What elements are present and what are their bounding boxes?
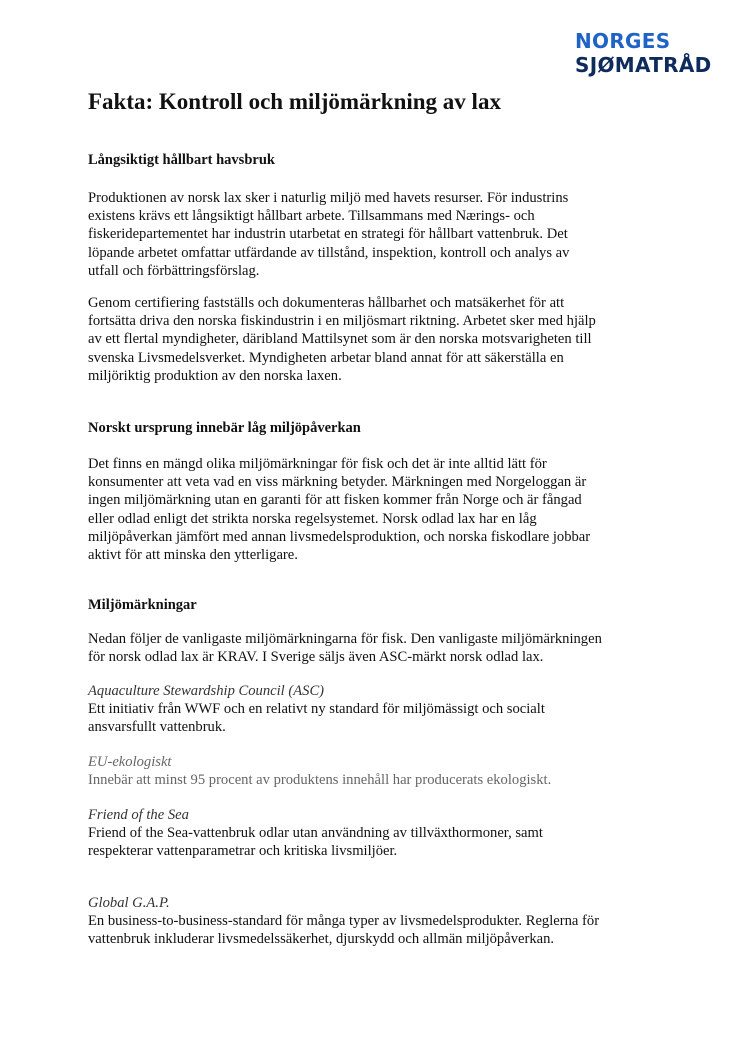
paragraph-sustainable-2: Genom certifiering fastställs och dokumenteras hållbarhet och matsäkerhet för att fortsätta driva den norska fiskindustrin i en miljösmart riktning. Arbetet sker med hjälp av ett flertal myndigheter, däribland Mattilsynet som är den norska motsvarigheten till svenska Livsmedelsverket. Myndigheten arbetar bland annat för att säkerställa en miljöriktig produktion av den norska laxen.: [88, 295, 596, 384]
label-text-eu-organic: Innebär att minst 95 procent av produktens innehåll har producerats ekologiskt.: [88, 772, 552, 788]
label-name-eu-organic: EU-ekologiskt: [88, 754, 172, 770]
label-name-global-gap: Global G.A.P.: [88, 895, 170, 911]
logo-line-2: SJØMATRÅD: [575, 53, 712, 77]
section-heading-ecolabels: Miljömärkningar: [88, 597, 197, 613]
label-name-asc: Aquaculture Stewardship Council (ASC): [88, 683, 325, 699]
paragraph-sustainable-1: Produktionen av norsk lax sker i naturlig miljö med havets resurser. För industrins existens krävs ett långsiktigt hållbart arbete. Tillsammans med Nærings- och fiskeridepartementet har industrin utarbetat en strategi för hållbart vattenbruk. Det löpande arbetet omfattar utfärdande av tillstånd, inspektion, kontroll och analys av utfall och förbättringsförslag.: [88, 190, 570, 279]
logo-line-1: NORGES: [575, 29, 671, 53]
paragraph-ecolabels-intro: Nedan följer de vanligaste miljömärkningarna för fisk. Den vanligaste miljömärkningen för norsk odlad lax är KRAV. I Sverige säljs även ASC-märkt norsk odlad lax.: [88, 631, 602, 666]
label-name-friend-of-the-sea: Friend of the Sea: [88, 807, 189, 823]
norges-sjomatrad-logo: [575, 29, 712, 77]
section-heading-sustainable: Långsiktigt hållbart havsbruk: [88, 152, 275, 168]
page-title: Fakta: Kontroll och miljömärkning av lax: [88, 89, 501, 114]
label-text-friend-of-the-sea: Friend of the Sea-vattenbruk odlar utan användning av tillväxthormoner, samt respekterar vattenparametrar och kritiska livsmiljöer.: [88, 825, 543, 860]
label-text-asc: Ett initiativ från WWF och en relativt ny standard för miljömässigt och socialt ansvarsfullt vattenbruk.: [88, 701, 545, 736]
section-heading-origin: Norskt ursprung innebär låg miljöpåverkan: [88, 420, 361, 436]
label-text-global-gap: En business-to-business-standard för många typer av livsmedelsprodukter. Reglerna för vattenbruk inkluderar livsmedelssäkerhet, djurskydd och allmän miljöpåverkan.: [88, 913, 600, 948]
paragraph-origin: Det finns en mängd olika miljömärkningar för fisk och det är inte alltid lätt för konsumenter att veta vad en viss märkning betyder. Märkningen med Norgeloggan är ingen miljömärkning utan en garanti för att fisken kommer från Norge och är fångad eller odlad enligt det strikta norska regelsystemet. Norsk odlad lax har en låg miljöpåverkan jämfört med annan livsmedelsproduktion, och norska fiskodlare jobbar aktivt för att minska den ytterligare.: [88, 456, 591, 564]
